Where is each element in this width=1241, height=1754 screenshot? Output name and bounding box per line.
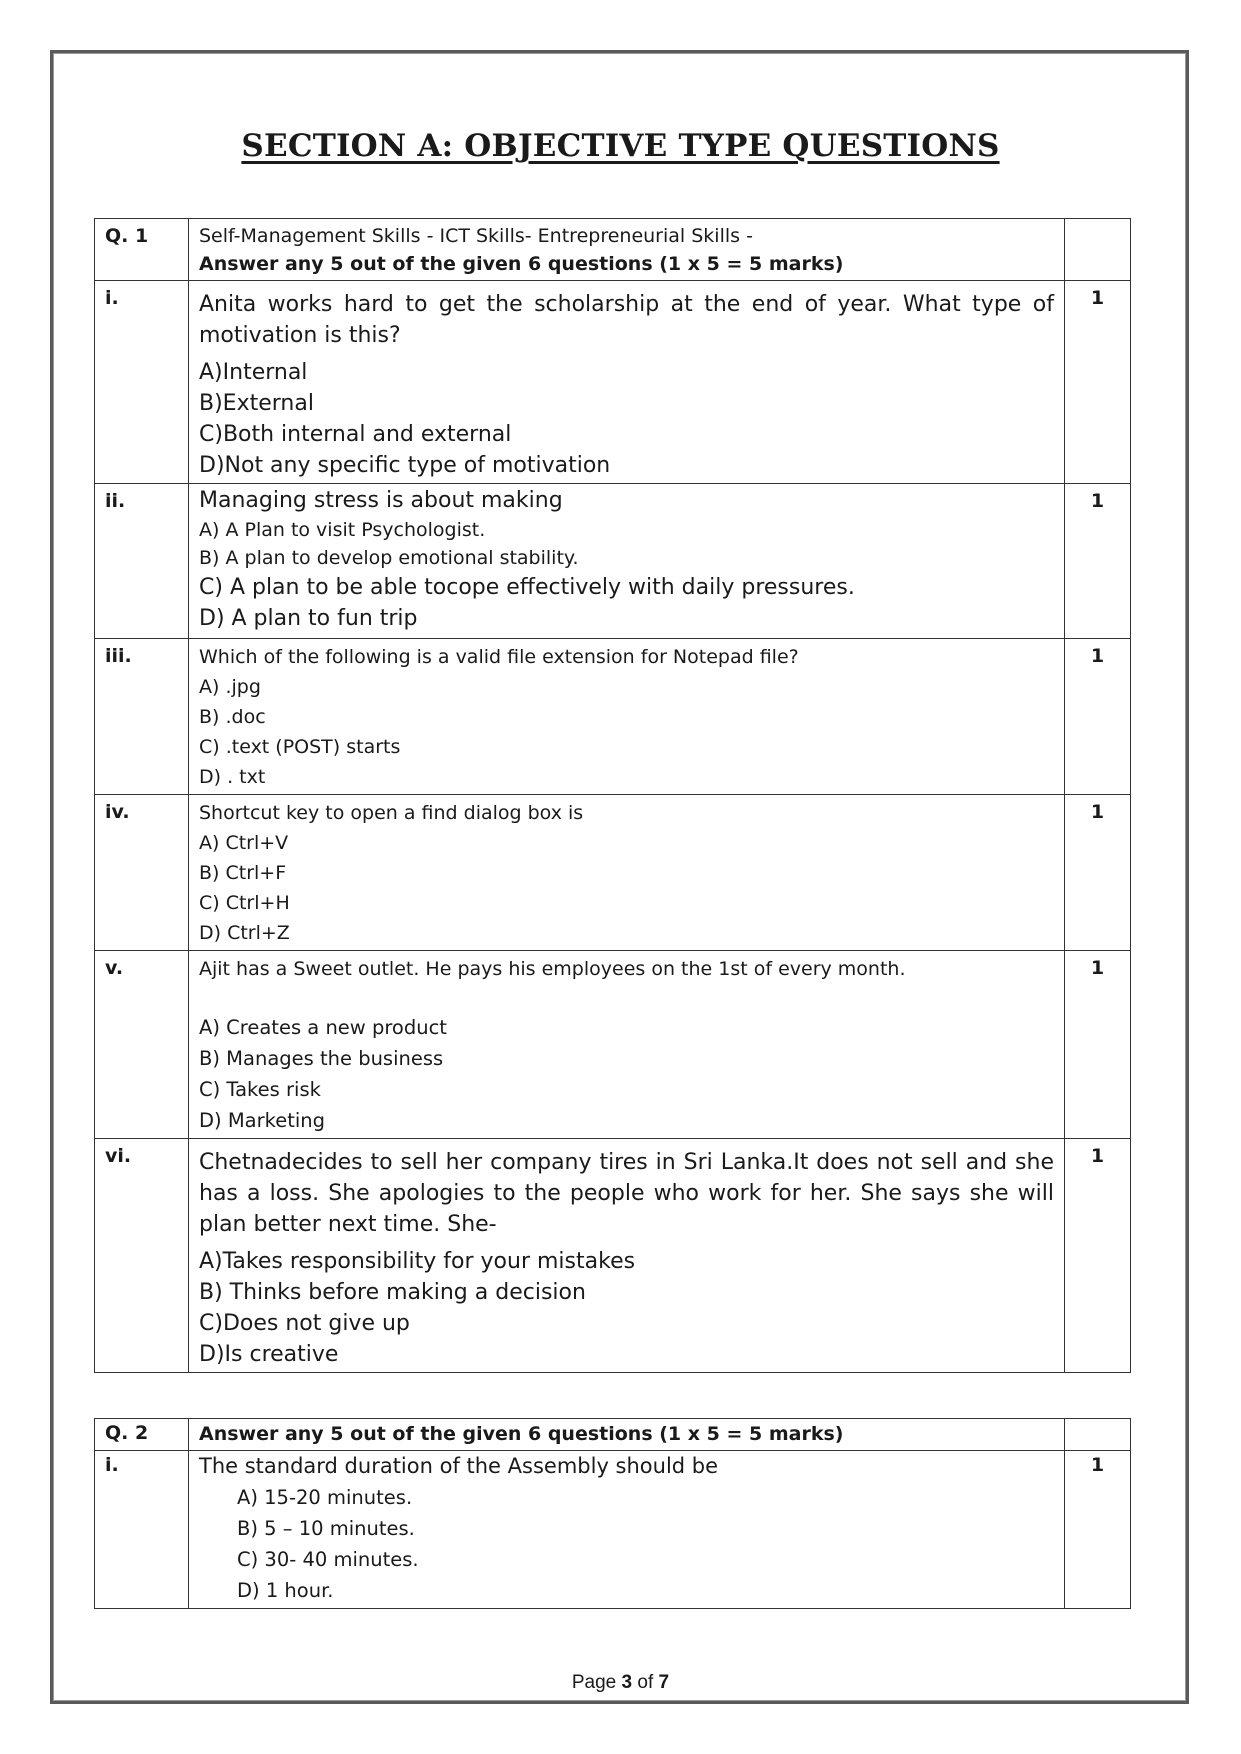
option-b: B) A plan to develop emotional stability. (199, 547, 579, 569)
page-footer (0, 1672, 1241, 1694)
mark-cell-empty (1065, 219, 1131, 281)
option-c: C) A plan to be able tocope effectively with daily pressures. (199, 575, 855, 600)
table-row (95, 1139, 1131, 1373)
page-label: Page (571, 1672, 617, 1693)
of-label: of (637, 1672, 654, 1693)
question-text: Shortcut key to open a find dialog box is (199, 802, 584, 824)
question-header (189, 1419, 1065, 1451)
question-table-q2 (94, 1418, 1131, 1609)
option-a: A)Takes responsibility for your mistakes (199, 1249, 636, 1274)
option-d: D)Not any specific type of motivation (199, 453, 611, 478)
option-a: A) 15-20 minutes. (237, 1486, 413, 1509)
section-title: SECTION A: OBJECTIVE TYPE QUESTIONS (241, 128, 1000, 164)
question-text: Anita works hard to get the scholarship at the end of year. What type of motivation is this? (199, 292, 1054, 348)
option-a: A)Internal (199, 360, 308, 385)
question-body (189, 1139, 1065, 1373)
option-b: B) Thinks before making a decision (199, 1280, 586, 1305)
question-body (189, 484, 1065, 639)
option-a: A) .jpg (199, 676, 261, 698)
question-text: Managing stress is about making (199, 488, 563, 513)
option-b: B) .doc (199, 706, 266, 728)
option-c: C)Does not give up (199, 1311, 410, 1336)
question-number: Q. 2 (95, 1419, 189, 1451)
question-number: Q. 1 (95, 219, 189, 281)
option-a: A) A Plan to visit Psychologist. (199, 519, 486, 541)
option-d: D) Ctrl+Z (199, 922, 290, 944)
item-number: v. (95, 951, 189, 1139)
item-number: iii. (95, 639, 189, 795)
question-body (189, 639, 1065, 795)
option-b: B) Ctrl+F (199, 862, 287, 884)
table-row (95, 951, 1131, 1139)
mark-value: 1 (1065, 1139, 1131, 1373)
question-text: The standard duration of the Assembly should be (199, 1454, 719, 1478)
option-a: A) Ctrl+V (199, 832, 289, 854)
table-row-q2-header (95, 1419, 1131, 1451)
header-instructions: Answer any 5 out of the given 6 questions (1 x 5 = 5 marks) (199, 1423, 844, 1445)
option-d: D) A plan to fun trip (199, 606, 418, 631)
question-body (189, 281, 1065, 484)
item-number: iv. (95, 795, 189, 951)
question-text: Which of the following is a valid file extension for Notepad file? (199, 646, 799, 668)
mark-value: 1 (1065, 951, 1131, 1139)
table-row (95, 281, 1131, 484)
table-row (95, 639, 1131, 795)
option-c: C) Ctrl+H (199, 892, 290, 914)
option-c: C) Takes risk (199, 1078, 321, 1101)
item-number: ii. (95, 484, 189, 639)
header-topics: Self-Management Skills - ICT Skills- Entrepreneurial Skills - (199, 225, 753, 247)
option-b: B) Manages the business (199, 1047, 444, 1070)
table-row (95, 795, 1131, 951)
page-current: 3 (621, 1672, 633, 1693)
mark-value: 1 (1065, 1451, 1131, 1609)
option-d: D) Marketing (199, 1109, 326, 1132)
table-row (95, 1451, 1131, 1609)
question-text: Chetnadecides to sell her company tires in Sri Lanka.It does not sell and she has a loss. She apologies to the people who work for her. She says she will plan better next time. She- (199, 1150, 1054, 1237)
option-c: C) .text (POST) starts (199, 736, 401, 758)
option-c: C) 30- 40 minutes. (237, 1548, 419, 1571)
option-b: B)External (199, 391, 314, 416)
mark-value: 1 (1065, 795, 1131, 951)
question-body (189, 951, 1065, 1139)
option-d: D) 1 hour. (237, 1579, 334, 1602)
table-row (95, 484, 1131, 639)
item-number: vi. (95, 1139, 189, 1373)
blank-line (199, 984, 1054, 1012)
table-row-q1-header (95, 219, 1131, 281)
mark-value: 1 (1065, 484, 1131, 639)
item-number: i. (95, 1451, 189, 1609)
question-body (189, 795, 1065, 951)
mark-cell-empty (1065, 1419, 1131, 1451)
question-body (189, 1451, 1065, 1609)
option-d: D) . txt (199, 766, 266, 788)
item-number: i. (95, 281, 189, 484)
option-a: A) Creates a new product (199, 1016, 447, 1039)
mark-value: 1 (1065, 281, 1131, 484)
option-c: C)Both internal and external (199, 422, 512, 447)
header-instructions: Answer any 5 out of the given 6 questions (1 x 5 = 5 marks) (199, 253, 844, 275)
question-text: Ajit has a Sweet outlet. He pays his employees on the 1st of every month. (199, 958, 906, 980)
option-d: D)Is creative (199, 1342, 339, 1367)
question-header (189, 219, 1065, 281)
question-table-q1 (94, 218, 1131, 1373)
page-total: 7 (658, 1672, 670, 1693)
option-b: B) 5 – 10 minutes. (237, 1517, 415, 1540)
mark-value: 1 (1065, 639, 1131, 795)
